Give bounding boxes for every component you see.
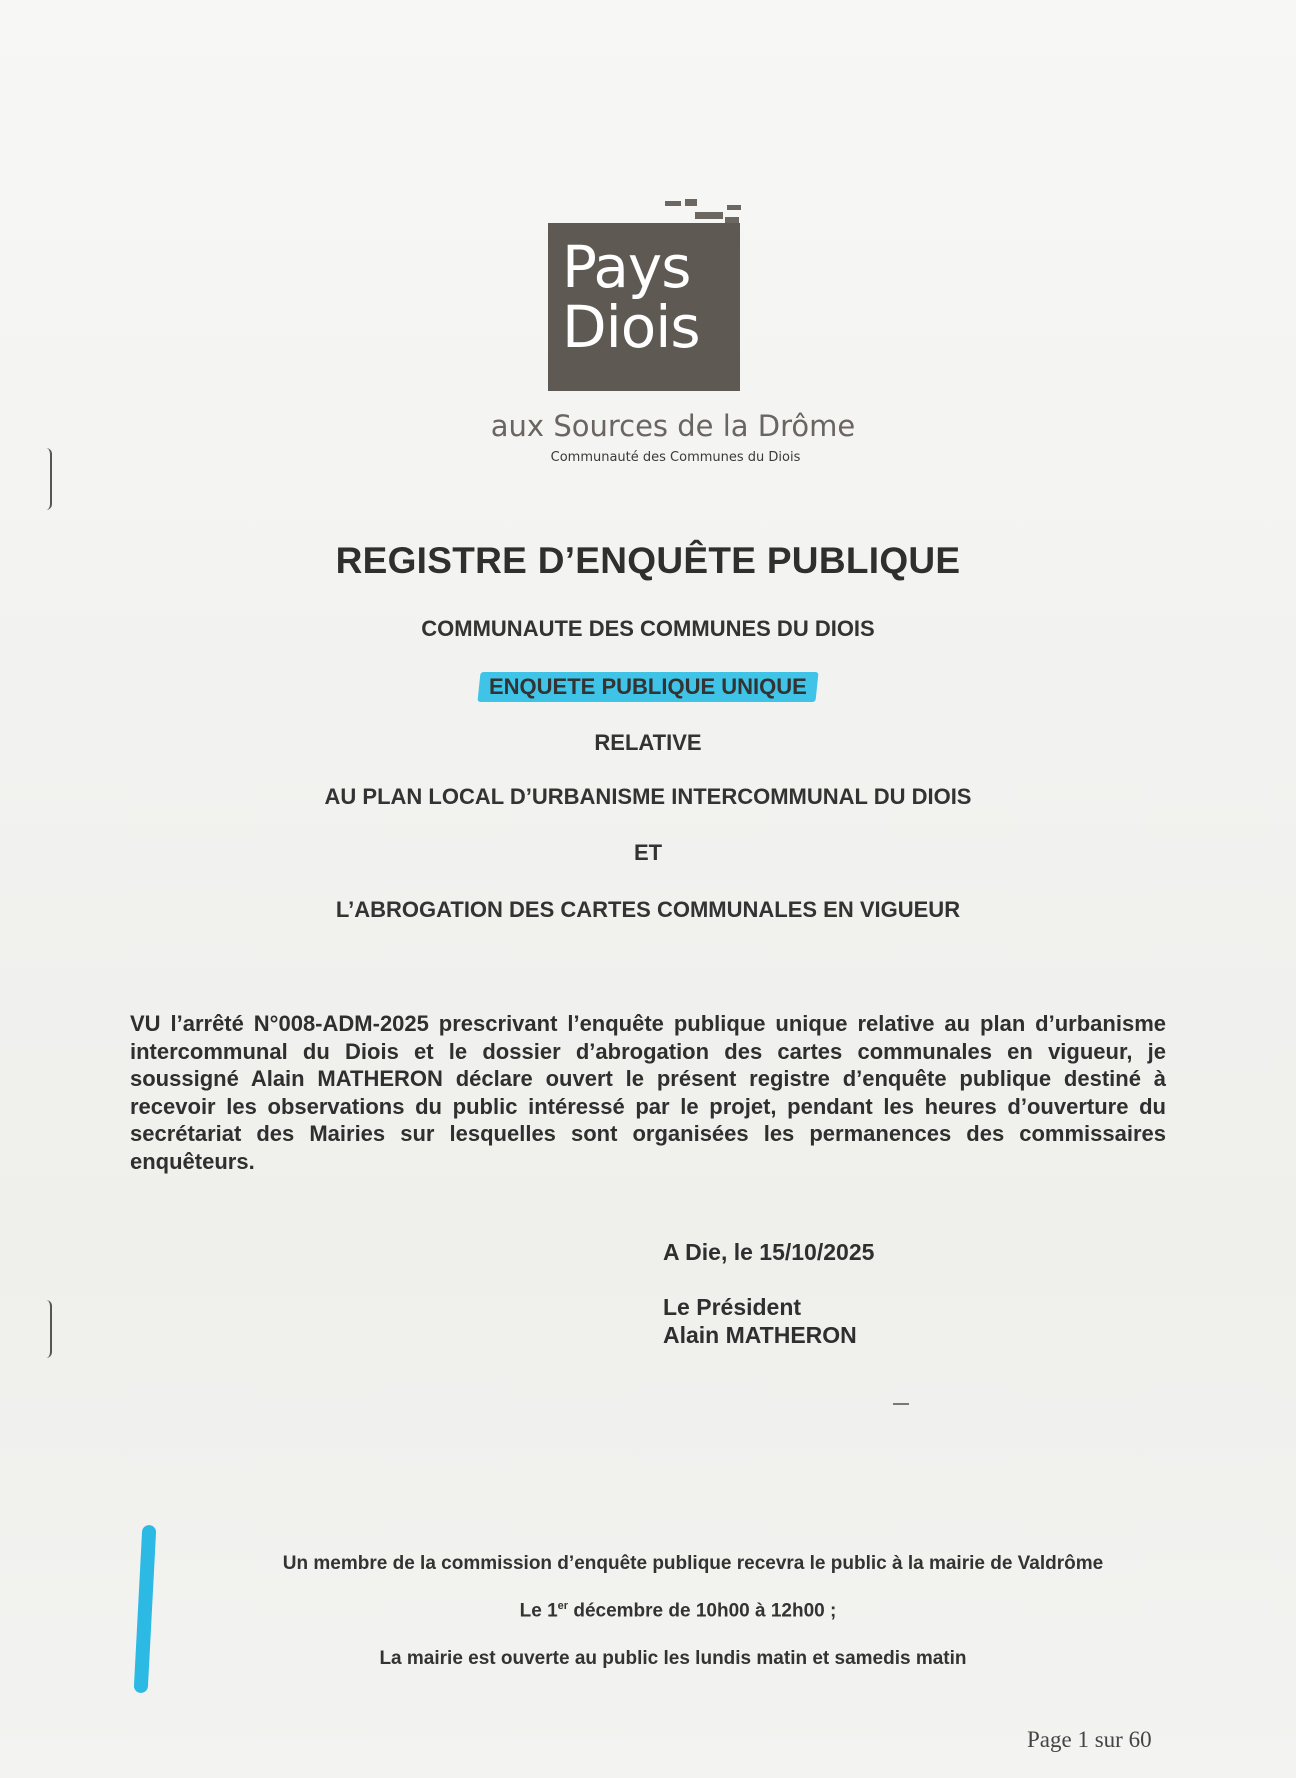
heading-line-5: ET [633,840,663,865]
heading-line-2 [0,672,1296,702]
pays-diois-logo [0,195,1296,475]
heading-line-1: COMMUNAUTE DES COMMUNES DU DIOIS [421,616,875,641]
notice-date-prefix: Le 1 [519,1600,558,1622]
place-date: A Die, le 15/10/2025 [663,1239,875,1265]
logo-subtitle: Communauté des Communes du Diois [550,450,801,465]
heading-line-3: RELATIVE [594,730,702,755]
signatory-name: Alain MATHERON [663,1322,857,1348]
logo-tagline: aux Sources de la Drôme [490,409,856,443]
logo-box [548,223,740,391]
body-paragraph: VU l’arrêté N°008-ADM-2025 prescrivant l’enquête publique unique relative au plan d’urbanisme intercommunal du Diois et le dossier d’abrogation des cartes communales en vigueur, je soussigné Alain MATHERON déclare ouvert le présent registre d’enquête publique destiné à recevoir les observations du public intéressé par le projet, pendant les heures d’ouverture du secrétariat des Mairies sur lesquelles sont organisées les permanences des commissaires enquêteurs. [130,1011,1166,1174]
highlighted-text: ENQUETE PUBLIQUE UNIQUE [489,674,807,699]
notice-line-3: La mairie est ouverte au public les lundis matin et samedis matin [379,1648,967,1669]
heading-line-6: L’ABROGATION DES CARTES COMMUNALES EN VIGUEUR [335,897,961,922]
document-title: REGISTRE D’ENQUÊTE PUBLIQUE [335,540,961,581]
page-number: Page 1 sur 60 [1027,1727,1152,1752]
notice-date-sup: er [557,1600,569,1612]
logo-name: Pays Diois [562,233,700,361]
notice-line-2 [0,1600,1296,1622]
notice-line-1: Un membre de la commission d’enquête publique recevra le public à la mairie de Valdrôme [282,1553,1104,1574]
pen-mark [893,1403,909,1405]
edge-mark [45,1300,52,1358]
highlight-marker [478,672,819,702]
notice-date-suffix: décembre de 10h00 à 12h00 ; [568,1600,837,1622]
signatory-role: Le Président [663,1294,802,1320]
heading-line-4: AU PLAN LOCAL D’URBANISME INTERCOMMUNAL DU DIOIS [324,784,972,809]
